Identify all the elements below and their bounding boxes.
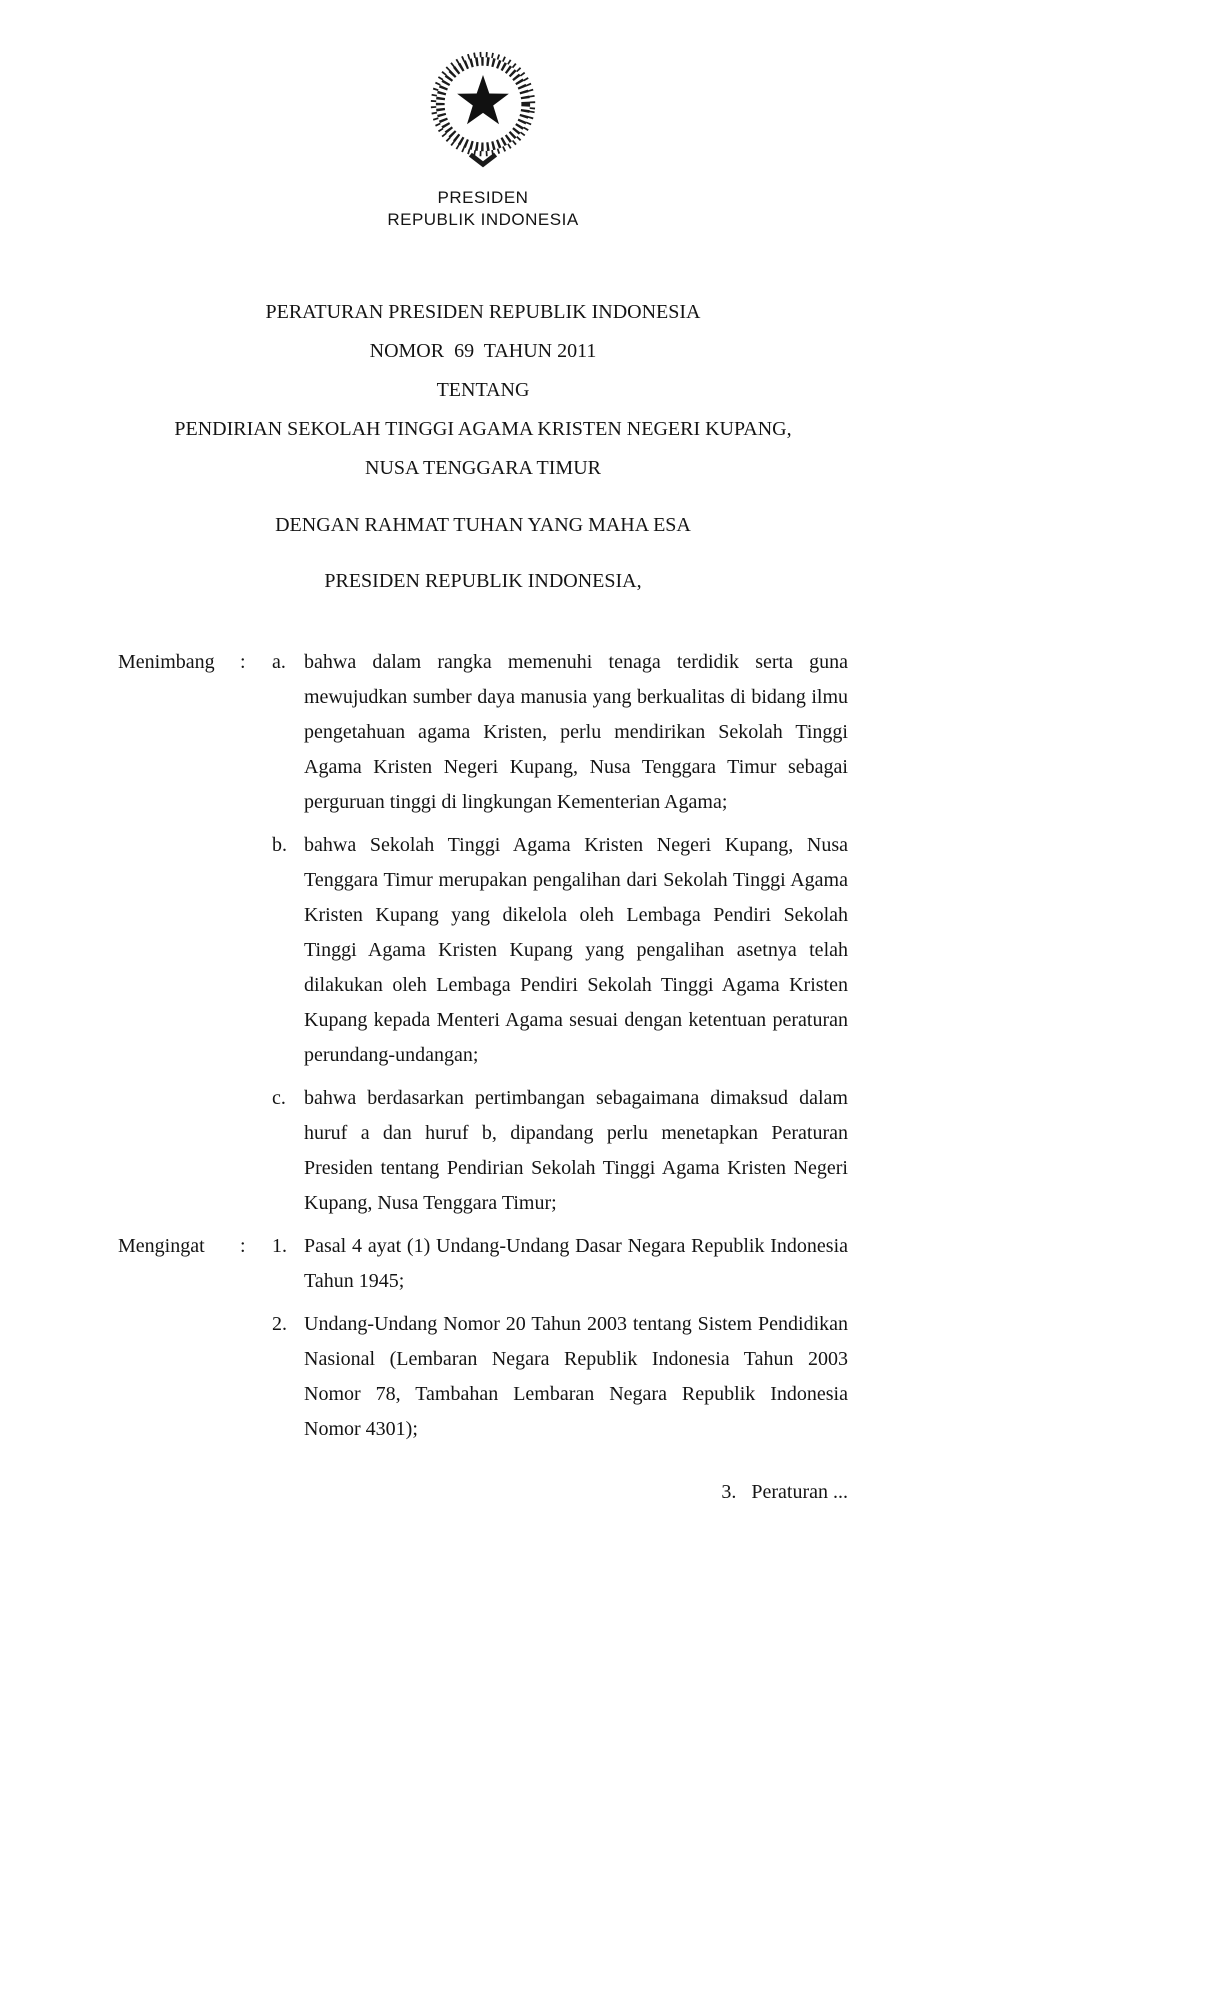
body-block bbox=[118, 645, 848, 1510]
item-text: bahwa Sekolah Tinggi Agama Kristen Negeri Kupang, Nusa Tenggara Timur merupakan pengalihan dari Sekolah Tinggi Agama Kristen Kupang yang dikelola oleh Lembaga Pendiri Sekolah Tinggi Agama Kristen Kupang yang pengalihan asetnya telah dilakukan oleh Lembaga Pendiri Sekolah Tinggi Agama Kristen Kupang kepada Menteri Agama sesuai dengan ketentuan peraturan perundang-undangan; bbox=[304, 834, 848, 1066]
section-colon: : bbox=[240, 651, 246, 673]
clause-row bbox=[118, 1307, 848, 1447]
star-icon bbox=[457, 75, 509, 124]
item-marker: b. bbox=[272, 834, 287, 856]
clause-row bbox=[118, 828, 848, 1073]
title-block bbox=[118, 293, 848, 601]
item-text: bahwa berdasarkan pertimbangan sebagaimana dimaksud dalam huruf a dan huruf b, dipandang perlu menetapkan Peraturan Presiden tentang Pendirian Sekolah Tinggi Agama Kristen Negeri Kupang, Nusa Tenggara Timur; bbox=[304, 1087, 848, 1214]
regulation-tentang: TENTANG bbox=[436, 379, 530, 401]
seal-caption-line1: PRESIDEN bbox=[437, 188, 529, 207]
item-text: Undang-Undang Nomor 20 Tahun 2003 tentang Sistem Pendidikan Nasional (Lembaran Negara Republik Indonesia Tahun 2003 Nomor 78, Tambahan Lembaran Negara Republik Indonesia Nomor 4301); bbox=[304, 1313, 848, 1440]
item-text: bahwa dalam rangka memenuhi tenaga terdidik serta guna mewujudkan sumber daya manusia yang berkualitas di bidang ilmu pengetahuan agama Kristen, perlu mendirikan Sekolah Tinggi Agama Kristen Negeri Kupang, Nusa Tenggara Timur sebagai perguruan tinggi di lingkungan Kementerian Agama; bbox=[304, 651, 848, 813]
regulation-number: NOMOR 69 TAHUN 2011 bbox=[369, 340, 597, 362]
section-colon-spacer bbox=[240, 1081, 272, 1221]
item-text: Pasal 4 ayat (1) Undang-Undang Dasar Negara Republik Indonesia Tahun 1945; bbox=[304, 1235, 848, 1292]
document-header bbox=[118, 0, 848, 231]
section-colon: : bbox=[240, 1235, 246, 1257]
section-label: Menimbang bbox=[118, 651, 215, 673]
section-label: Mengingat bbox=[118, 1235, 205, 1257]
seal-caption bbox=[118, 187, 848, 231]
catchword: 3. Peraturan ... bbox=[721, 1481, 848, 1503]
authority-line: PRESIDEN REPUBLIK INDONESIA, bbox=[324, 570, 642, 592]
regulation-subject-line2: NUSA TENGGARA TIMUR bbox=[365, 457, 601, 479]
presidential-seal-icon bbox=[419, 40, 547, 176]
item-marker: 2. bbox=[272, 1313, 287, 1335]
item-marker: 1. bbox=[272, 1235, 287, 1257]
clause-row bbox=[118, 1081, 848, 1221]
item-marker: a. bbox=[272, 651, 286, 673]
section-label-spacer bbox=[118, 828, 240, 1073]
item-marker: c. bbox=[272, 1087, 286, 1109]
seal-caption-line2: REPUBLIK INDONESIA bbox=[387, 210, 579, 229]
regulation-subject-line1: PENDIRIAN SEKOLAH TINGGI AGAMA KRISTEN NEGERI KUPANG, bbox=[174, 418, 792, 440]
document-content bbox=[118, 0, 848, 1510]
section-label-spacer bbox=[118, 1081, 240, 1221]
invocation-line: DENGAN RAHMAT TUHAN YANG MAHA ESA bbox=[275, 514, 691, 536]
section-colon-spacer bbox=[240, 828, 272, 1073]
regulation-title: PERATURAN PRESIDEN REPUBLIK INDONESIA bbox=[265, 301, 701, 323]
clause-row bbox=[118, 645, 848, 820]
section-colon-spacer bbox=[240, 1307, 272, 1447]
section-label-spacer bbox=[118, 1307, 240, 1447]
clause-row bbox=[118, 1229, 848, 1299]
